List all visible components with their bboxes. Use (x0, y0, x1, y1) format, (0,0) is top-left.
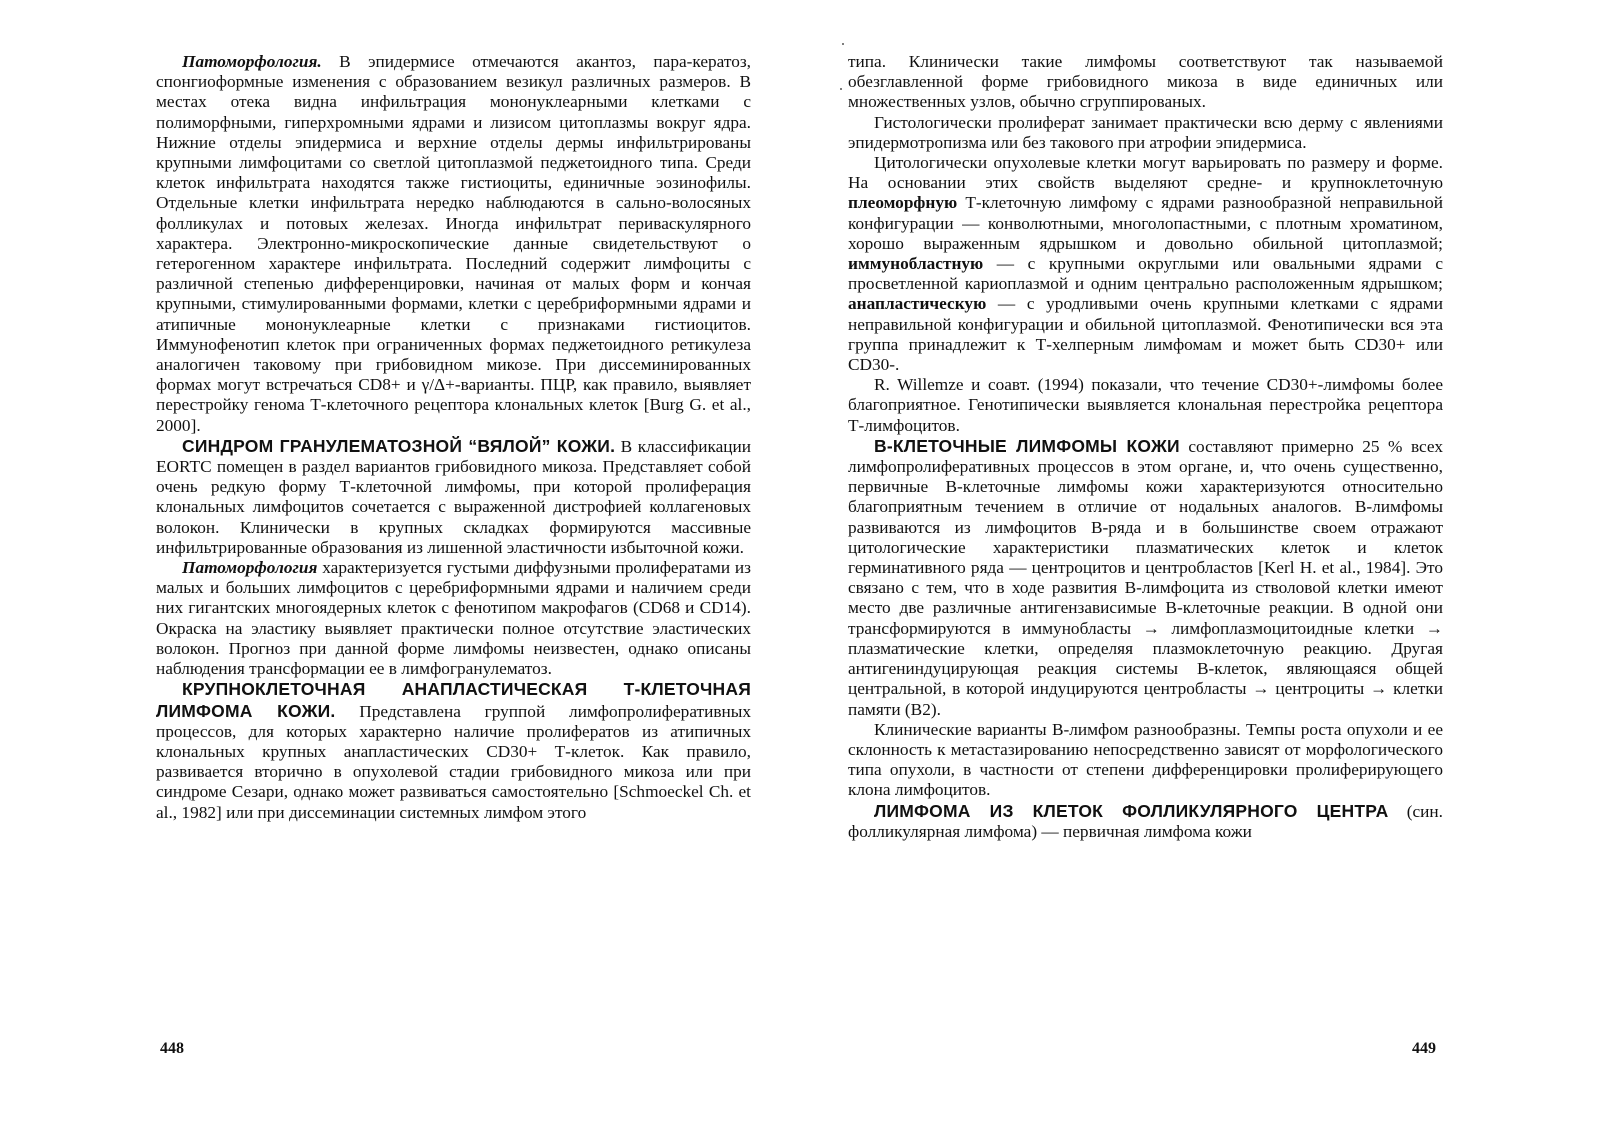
term-anaplastic: анапластическую (848, 294, 987, 314)
scan-speck (840, 88, 842, 90)
paragraph-histology: Гистологически пролиферат занимает практически всю дерму с явлениями эпидермотропизма или без такового при атрофии эпидермиса. (848, 112, 1443, 152)
paragraph-pathomorphology-gss (156, 558, 751, 679)
paragraph-continuation: типа. Клинически такие лимфомы соответствуют так называемой обезглавленной форме грибовидного микоза в виде единичных или множественных узлов, обычно сгруппированых. (848, 52, 1443, 112)
section-heading: КРУПНОКЛЕТОЧНАЯ АНАПЛАСТИЧЕСКАЯ Т-КЛЕТОЧНАЯ ЛИМФОМА КОЖИ. (156, 679, 751, 721)
paragraph-body: составляют примерно 25 % всех лимфопролиферативных процессов в этом органе, и, что очень существенно, первичные В-клеточные лимфомы кожи характеризуются относительно благоприятным течением в отличие от нодальных аналогов. В-лимфомы развиваются из лимфоцитов В-ряда и в большинстве своем отражают цитологические характеристики плазматических клеток и клеток герминативного ряда — центроцитов и центробластов [Kerl H. et al., 1984]. Это связано с тем, что в ходе развития В-лимфоцита из стволовой клетки имеют место две различные антигензависимые В-клеточные реакции. В одной они трансформируются в иммунобласты → лимфоплазмоцитоидные клетки → плазматические клетки, определяя плазмоклеточную реакцию. Другая антигениндуцирующая реакция системы В-клеток, являющаяся общей центральной, в которой индуцируются центробласты → центроциты → клетки памяти (В2). (848, 436, 1443, 719)
paragraph-body: Цитологически опухолевые клетки могут варьировать по размеру и форме. На основании этих свойств выделяют средне- и крупноклеточную (848, 153, 1443, 193)
section-heading: ЛИМФОМА ИЗ КЛЕТОК ФОЛЛИКУЛЯРНОГО ЦЕНТРА (874, 800, 1389, 821)
section-granulomatous-slack-skin (156, 436, 751, 558)
paragraph-body: Представлена группой лимфопролиферативных процессов, для которых характерно наличие пролифератов из атипичных клональных крупных анапластических CD30+ Т-клеток. Как правило, развивается вторично в опухолевой стадии грибовидного микоза или при синдроме Сезари, однако может развиваться самостоятельно [Schmoeckel Ch. et al., 1982] или при диссеминации системных лимфом этого (156, 701, 751, 822)
paragraph-pathomorphology-pagetoid (156, 52, 751, 436)
section-b-cell-lymphomas (848, 436, 1443, 720)
page-number-left: 448 (160, 1040, 184, 1057)
right-page-text-block (848, 52, 1443, 842)
paragraph-body: характеризуется густыми диффузными пролифератами из малых и больших лимфоцитов с церебриформными ядрами и наличием среди них гигантских многоядерных клеток с фенотипом макрофагов (CD68 и CD14). Окраска на эластику выявляет практически полное отсутствие эластических волокон. Прогноз при данной форме лимфомы неизвестен, однако описаны наблюдения трансформации ее в лимфогранулематоз. (156, 558, 751, 679)
paragraph-clinical-variants: Клинические варианты В-лимфом разнообразны. Темпы роста опухоли и ее склонность к метастазированию непосредственно зависят от морфологического типа опухоли, в частности от степени дифференцировки пролиферирующего клона лимфоцитов. (848, 719, 1443, 800)
paragraph-cytology (848, 153, 1443, 375)
section-anaplastic-t-cell-lymphoma (156, 679, 751, 822)
paragraph-body: Т-клеточную лимфому с ядрами разнообразной неправильной конфигурации — конволютными, многолопастными, с плотным хроматином, хорошо выраженным ядрышком и довольно обильной цитоплазмой; (848, 193, 1443, 253)
term-immunoblastic: иммунобластную (848, 254, 984, 274)
section-follicle-center-lymphoma (848, 801, 1443, 842)
paragraph-body: — с крупными округлыми или овальными ядрами с просветленной кариоплазмой и одним центрально расположенным ядрышком; (848, 254, 1443, 294)
paragraph-body: (син. фолликулярная лимфома) — первичная лимфома кожи (848, 801, 1443, 841)
paragraph-body: — с уродливыми очень крупными клетками с ядрами неправильной конфигурации и обильной цитоплазмой. Фенотипически вся эта группа принадлежит к Т-хелперным лимфомам и может быть CD30+ или CD30-. (848, 294, 1443, 375)
left-page-text-block (156, 52, 751, 823)
scan-speck (842, 43, 844, 45)
pathomorphology-label: Патоморфология. (182, 52, 322, 71)
paragraph-body: В классификации EORTC помещен в раздел вариантов грибовидного микоза. Представляет собой очень редкую форму Т-клеточной лимфомы, при которой пролиферация клональных лимфоцитов сочетается с выраженной дистрофией коллагеновых волокон. Клинически в крупных складках формируются массивные инфильтрированные образования из лишенной эластичности избыточной кожи. (156, 436, 751, 557)
term-pleomorphic: плеоморфную (848, 193, 958, 213)
section-heading: В-КЛЕТОЧНЫЕ ЛИМФОМЫ КОЖИ (874, 435, 1180, 456)
page-number-right: 449 (1412, 1040, 1436, 1057)
pathomorphology-label: Патоморфология (182, 558, 318, 578)
section-heading: СИНДРОМ ГРАНУЛЕМАТОЗНОЙ “ВЯЛОЙ” КОЖИ. (182, 435, 616, 456)
paragraph-body: В эпидермисе отмечаются акантоз, пара-кератоз, спонгиоформные изменения с образованием везикул различных размеров. В местах отека видна инфильтрация мононуклеарными клетками с полиморфными, гиперхромными ядрами и лизисом цитоплазмы вокруг ядра. Нижние отделы эпидермиса и верхние отделы дермы инфильтрированы крупными лимфоцитами со светлой цитоплазмой педжетоидного типа. Среди клеток инфильтрата находятся также гистиоциты, единичные эозинофилы. Отдельные клетки инфильтрата нередко наблюдаются в сально-волосяных фолликулах и потовых железах. Иногда инфильтрат периваскулярного характера. Электронно-микроскопические данные свидетельствуют о гетерогенном характере инфильтрата. Последний содержит лимфоциты с различной степенью дифференцировки, начиная от малых форм и кончая крупными, стимулированными формами, клетки с церебриформными ядрами и атипичные мононуклеарные клетки с признаками гистиоцитов. Иммунофенотип клеток при ограниченных формах педжетоидного ретикулеза аналогичен таковому при грибовидном микозе. При диссеминированных формах могут встречаться CD8+ и γ/Δ+-варианты. ПЦР, как правило, выявляет перестройку генома Т-клеточного рецептора клональных клеток [Burg G. et al., 2000]. (156, 52, 751, 435)
paragraph-willemze: R. Willemze и соавт. (1994) показали, что течение CD30+-лимфомы более благоприятное. Генотипически выявляется клональная перестройка рецептора Т-лимфоцитов. (848, 375, 1443, 435)
